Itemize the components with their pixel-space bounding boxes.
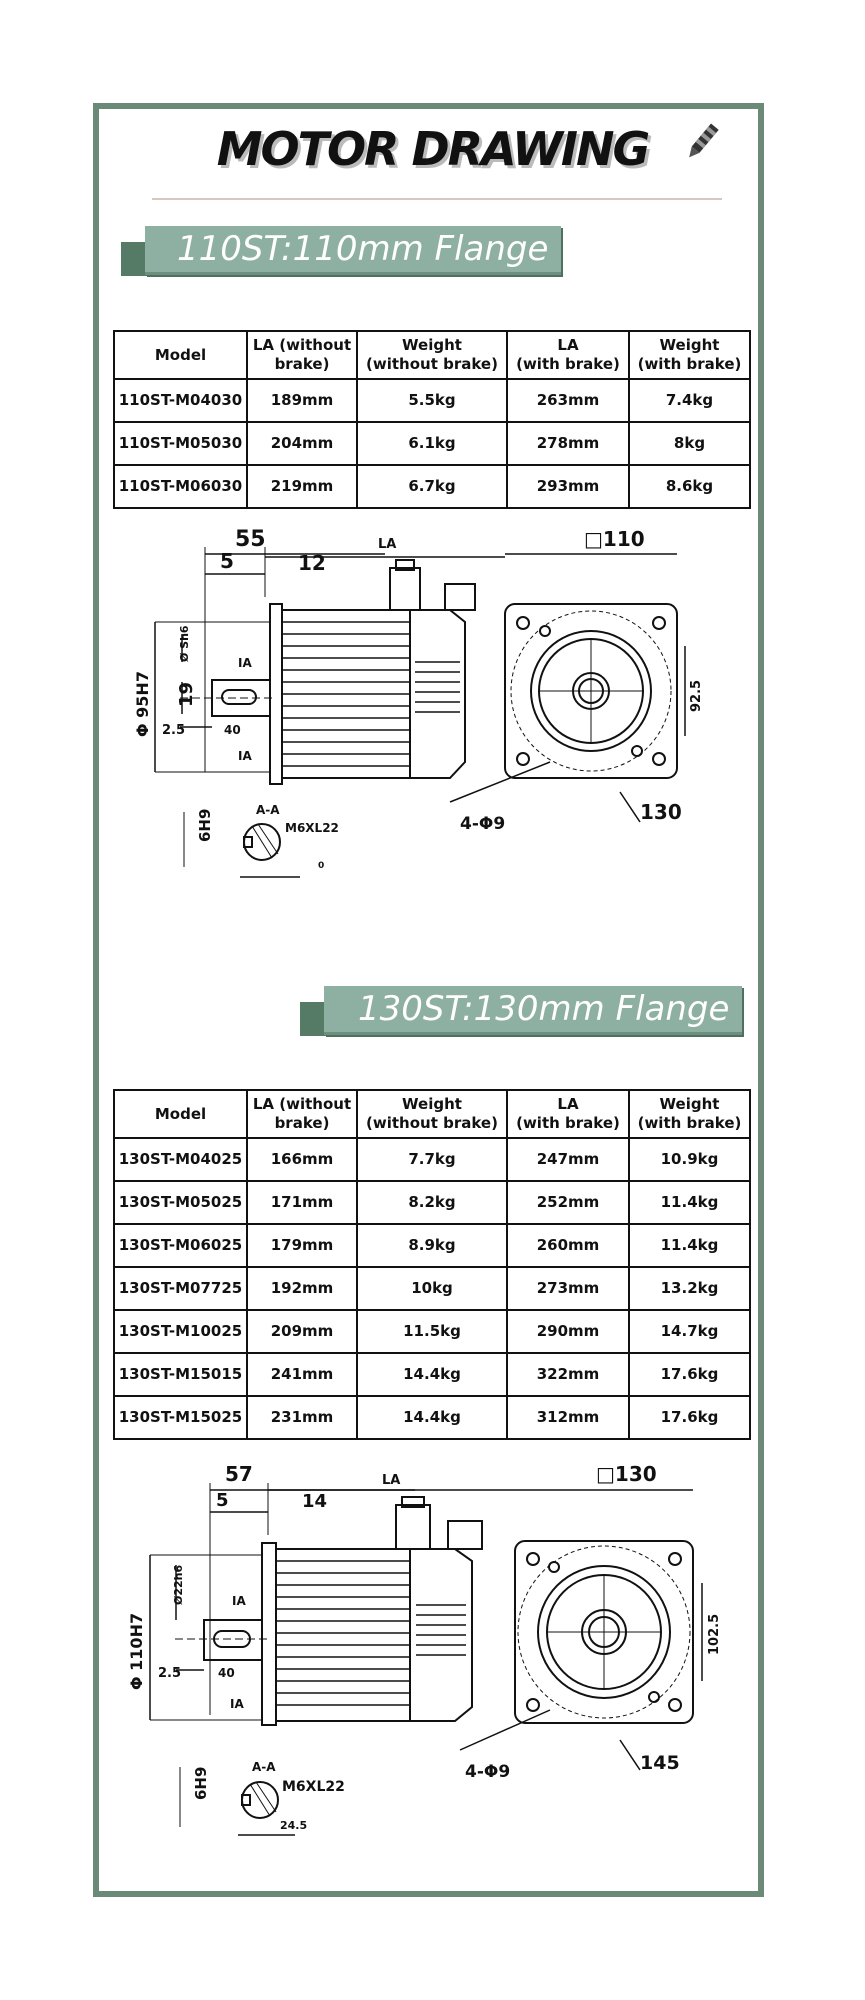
pcd-value: 130 — [640, 800, 682, 824]
section-ia-bottom: IA — [230, 1697, 244, 1711]
cell-weight: 6.1kg — [357, 422, 507, 465]
header-weight-with-brake: Weight (with brake) — [629, 1090, 750, 1138]
dim-square: □110 — [584, 527, 645, 551]
table-row — [114, 422, 750, 465]
table-row — [114, 1353, 750, 1396]
page-title: MOTOR DRAWING — [216, 122, 649, 176]
cell-la-brake: 260mm — [507, 1224, 629, 1267]
pilot-diameter: Φ 95H7 — [133, 671, 152, 737]
header-model: Model — [114, 331, 247, 379]
cell-model: 130ST-M07725 — [114, 1267, 247, 1310]
cell-la: 204mm — [247, 422, 357, 465]
table-header-row — [114, 331, 750, 379]
cell-la: 179mm — [247, 1224, 357, 1267]
spec-table-110 — [113, 330, 751, 509]
cell-la: 192mm — [247, 1267, 357, 1310]
section-label: A-A — [252, 1760, 276, 1774]
table-row — [114, 1267, 750, 1310]
cell-model: 130ST-M15025 — [114, 1396, 247, 1439]
dim-la: LA — [378, 537, 397, 552]
table-row — [114, 465, 750, 508]
holes-spec: 4-Φ9 — [465, 1762, 511, 1782]
cell-la-brake: 293mm — [507, 465, 629, 508]
cell-weight-brake: 17.6kg — [629, 1396, 750, 1439]
header-la-without-brake: LA (without brake) — [247, 331, 357, 379]
header-weight-without-brake: Weight (without brake) — [357, 1090, 507, 1138]
cell-la: 219mm — [247, 465, 357, 508]
header-la-with-brake: LA (with brake) — [507, 1090, 629, 1138]
shaft-end: 2.5 — [162, 723, 186, 738]
key-slot: 6H9 — [192, 1766, 210, 1800]
shaft-diameter: Ø22h6 — [172, 1564, 185, 1605]
title-divider — [152, 198, 722, 200]
cell-weight-brake: 10.9kg — [629, 1138, 750, 1181]
motor-drawing-130 — [120, 1455, 720, 1865]
cell-la: 171mm — [247, 1181, 357, 1224]
cell-weight-brake: 8.6kg — [629, 465, 750, 508]
key-slot: 6H9 — [196, 808, 214, 842]
cell-la: 209mm — [247, 1310, 357, 1353]
dim-shoulder: 5 — [216, 1490, 229, 1511]
cell-la-brake: 278mm — [507, 422, 629, 465]
cell-weight: 5.5kg — [357, 379, 507, 422]
cell-la-brake: 263mm — [507, 379, 629, 422]
cell-weight: 14.4kg — [357, 1353, 507, 1396]
cell-weight-brake: 7.4kg — [629, 379, 750, 422]
cell-la: 166mm — [247, 1138, 357, 1181]
table-row — [114, 379, 750, 422]
thread-spec: M6XL22 — [285, 821, 339, 835]
shaft-end: 2.5 — [158, 1666, 182, 1681]
cell-la: 231mm — [247, 1396, 357, 1439]
height-value: 102.5 — [707, 1613, 722, 1655]
section-ia-top: IA — [232, 1594, 246, 1608]
header-model: Model — [114, 1090, 247, 1138]
cell-la-brake: 273mm — [507, 1267, 629, 1310]
shaft-length: 40 — [224, 723, 241, 737]
height-value: 92.5 — [689, 679, 704, 712]
cell-weight-brake: 11.4kg — [629, 1224, 750, 1267]
section-ia-bottom: IA — [238, 749, 252, 763]
dim-la: LA — [382, 1473, 401, 1488]
thread-spec: M6XL22 — [282, 1779, 345, 1795]
banner-text: 110ST:110mm Flange — [177, 229, 549, 269]
table-row — [114, 1224, 750, 1267]
header-la-without-brake: LA (without brake) — [247, 1090, 357, 1138]
cell-weight: 11.5kg — [357, 1310, 507, 1353]
section-label: A-A — [256, 803, 280, 817]
cell-weight-brake: 17.6kg — [629, 1353, 750, 1396]
dim-shoulder: 5 — [220, 549, 234, 573]
cell-model: 110ST-M04030 — [114, 379, 247, 422]
table-row — [114, 1310, 750, 1353]
key-width: 19 — [176, 681, 197, 707]
cell-weight-brake: 13.2kg — [629, 1267, 750, 1310]
cell-model: 130ST-M10025 — [114, 1310, 247, 1353]
motor-drawing-110 — [120, 522, 720, 902]
header-weight-without-brake: Weight (without brake) — [357, 331, 507, 379]
cell-la-brake: 252mm — [507, 1181, 629, 1224]
header-weight-with-brake: Weight (with brake) — [629, 331, 750, 379]
key-depth: 24.5 — [280, 1819, 308, 1832]
dim-square: □130 — [596, 1462, 657, 1486]
cell-weight-brake: 11.4kg — [629, 1181, 750, 1224]
table-row — [114, 1396, 750, 1439]
header-la-with-brake: LA (with brake) — [507, 331, 629, 379]
cell-weight: 8.9kg — [357, 1224, 507, 1267]
cell-weight: 7.7kg — [357, 1138, 507, 1181]
pcd-value: 145 — [640, 1752, 680, 1774]
section-banner-130 — [300, 986, 750, 1036]
shaft-length: 40 — [218, 1666, 235, 1680]
cell-la-brake: 247mm — [507, 1138, 629, 1181]
cell-weight-brake: 14.7kg — [629, 1310, 750, 1353]
table-row — [114, 1181, 750, 1224]
cell-la-brake: 322mm — [507, 1353, 629, 1396]
cell-weight: 6.7kg — [357, 465, 507, 508]
holes-spec: 4-Φ9 — [460, 814, 506, 834]
cell-weight: 14.4kg — [357, 1396, 507, 1439]
dim-key: 14 — [302, 1491, 328, 1512]
cell-weight: 10kg — [357, 1267, 507, 1310]
dim-total: 55 — [235, 527, 266, 552]
cell-la-brake: 290mm — [507, 1310, 629, 1353]
cell-la: 241mm — [247, 1353, 357, 1396]
pencil-icon — [684, 120, 720, 164]
pilot-diameter: Φ 110H7 — [127, 1612, 146, 1690]
cell-model: 110ST-M05030 — [114, 422, 247, 465]
cell-la: 189mm — [247, 379, 357, 422]
cell-model: 130ST-M05025 — [114, 1181, 247, 1224]
cell-model: 130ST-M04025 — [114, 1138, 247, 1181]
cell-model: 110ST-M06030 — [114, 465, 247, 508]
table-row — [114, 1138, 750, 1181]
cell-la-brake: 312mm — [507, 1396, 629, 1439]
table-header-row — [114, 1090, 750, 1138]
banner-text: 130ST:130mm Flange — [358, 989, 730, 1029]
cell-model: 130ST-M15015 — [114, 1353, 247, 1396]
dim-key: 12 — [298, 551, 326, 575]
cell-weight-brake: 8kg — [629, 422, 750, 465]
section-ia-top: IA — [238, 656, 252, 670]
dim-total: 57 — [225, 1462, 253, 1486]
cell-weight: 8.2kg — [357, 1181, 507, 1224]
key-depth: 0 — [318, 861, 325, 871]
spec-table-130 — [113, 1089, 751, 1440]
shaft-diameter: Ø Sh6 — [178, 625, 191, 662]
section-banner-110 — [121, 226, 571, 276]
cell-model: 130ST-M06025 — [114, 1224, 247, 1267]
